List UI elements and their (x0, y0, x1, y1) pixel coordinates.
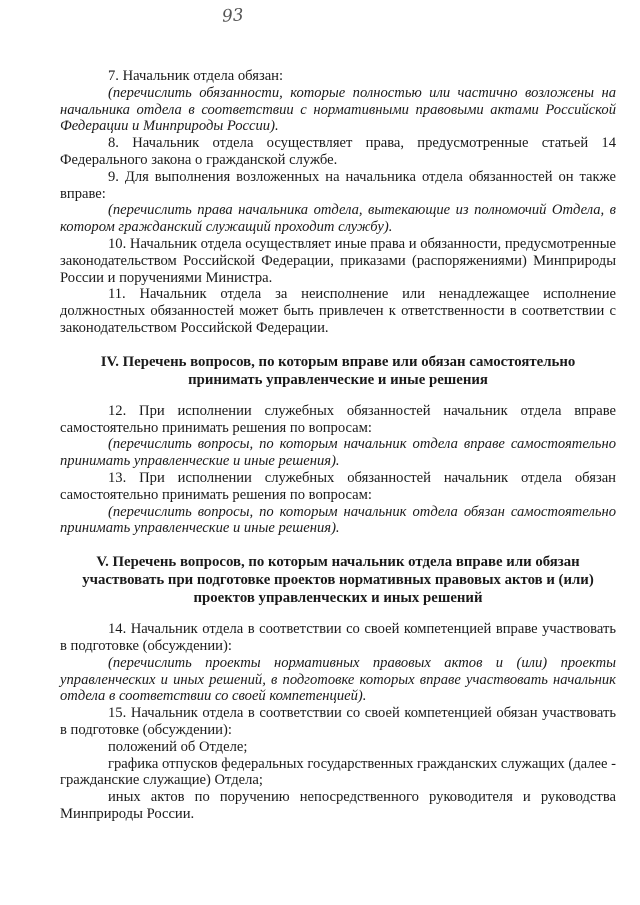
handwritten-page-number: 93 (221, 5, 245, 27)
paragraph: 9. Для выполнения возложенных на начальника отдела обязанностей он также вправе: (60, 168, 616, 202)
instruction-note: (перечислить права начальника отдела, вытекающие из полномочий Отдела, в котором гражданский служащий проходит службу). (60, 202, 616, 236)
paragraphs-before (60, 68, 616, 337)
section-4-paragraphs (60, 403, 616, 537)
paragraph: иных актов по поручению непосредственного руководителя и руководства Минприроды России. (60, 789, 616, 822)
paragraph: положений об Отделе; (108, 738, 248, 755)
paragraph: 10. Начальник отдела осуществляет иные права и обязанности, предусмотренные законодательством Российской Федерации, приказами (распоряжениями) Минприроды России и поручениями Министра. (60, 235, 616, 286)
instruction-note: (перечислить проекты нормативных правовых актов и (или) проекты управленческих и иных решений, в подготовке которых вправе участвовать начальник отдела в соответствии со своей компетенцией). (60, 654, 616, 705)
paragraph: 11. Начальник отдела за неисполнение или ненадлежащее исполнение должностных обязанностей может быть привлечен к ответственности в соответствии с законодательством Российской Федерации. (60, 286, 616, 336)
paragraph: графика отпусков федеральных государственных гражданских служащих (далее - гражданские служащие) Отдела; (60, 755, 616, 789)
section-4-heading (60, 353, 616, 389)
section-4-heading-line-2: принимать управленческие и иные решения (188, 371, 488, 388)
section-5-heading (60, 553, 616, 607)
instruction-note: (перечислить обязанности, которые полностью или частично возложены на начальника отдела в соответствии с нормативными правовыми актами Российской Федерации и Минприроды России). (60, 84, 616, 135)
paragraph: 8. Начальник отдела осуществляет права, предусмотренные статьей 14 Федерального закона о гражданской службе. (60, 135, 616, 168)
instruction-note: (перечислить вопросы, по которым начальник отдела обязан самостоятельно принимать управленческие и иные решения). (60, 503, 616, 537)
document-body (60, 68, 616, 823)
paragraph: 12. При исполнении служебных обязанностей начальник отдела вправе самостоятельно принимать решения по вопросам: (60, 402, 616, 436)
section-5-heading-line-3: проектов управленческих и иных решений (193, 590, 483, 607)
paragraph: 15. Начальник отдела в соответствии со своей компетенцией обязан участвовать в подготовке (обсуждении): (60, 705, 616, 738)
section-4-heading-line-1: IV. Перечень вопросов, по которым вправе или обязан самостоятельно (100, 353, 576, 370)
paragraph: 14. Начальник отдела в соответствии со своей компетенцией вправе участвовать в подготовке (обсуждении): (60, 621, 616, 654)
paragraph: 13. При исполнении служебных обязанностей начальник отдела обязан самостоятельно принимать решения по вопросам: (60, 469, 616, 503)
section-5-heading-line-1: V. Перечень вопросов, по которым начальник отдела вправе или обязан (96, 554, 580, 571)
section-5-heading-line-2: участвовать при подготовке проектов нормативных правовых актов и (или) (82, 572, 594, 589)
section-5-paragraphs (60, 621, 616, 823)
instruction-note: (перечислить вопросы, по которым начальник отдела вправе самостоятельно принимать управленческие и иные решения). (60, 436, 616, 470)
paragraph: 7. Начальник отдела обязан: (108, 68, 284, 84)
